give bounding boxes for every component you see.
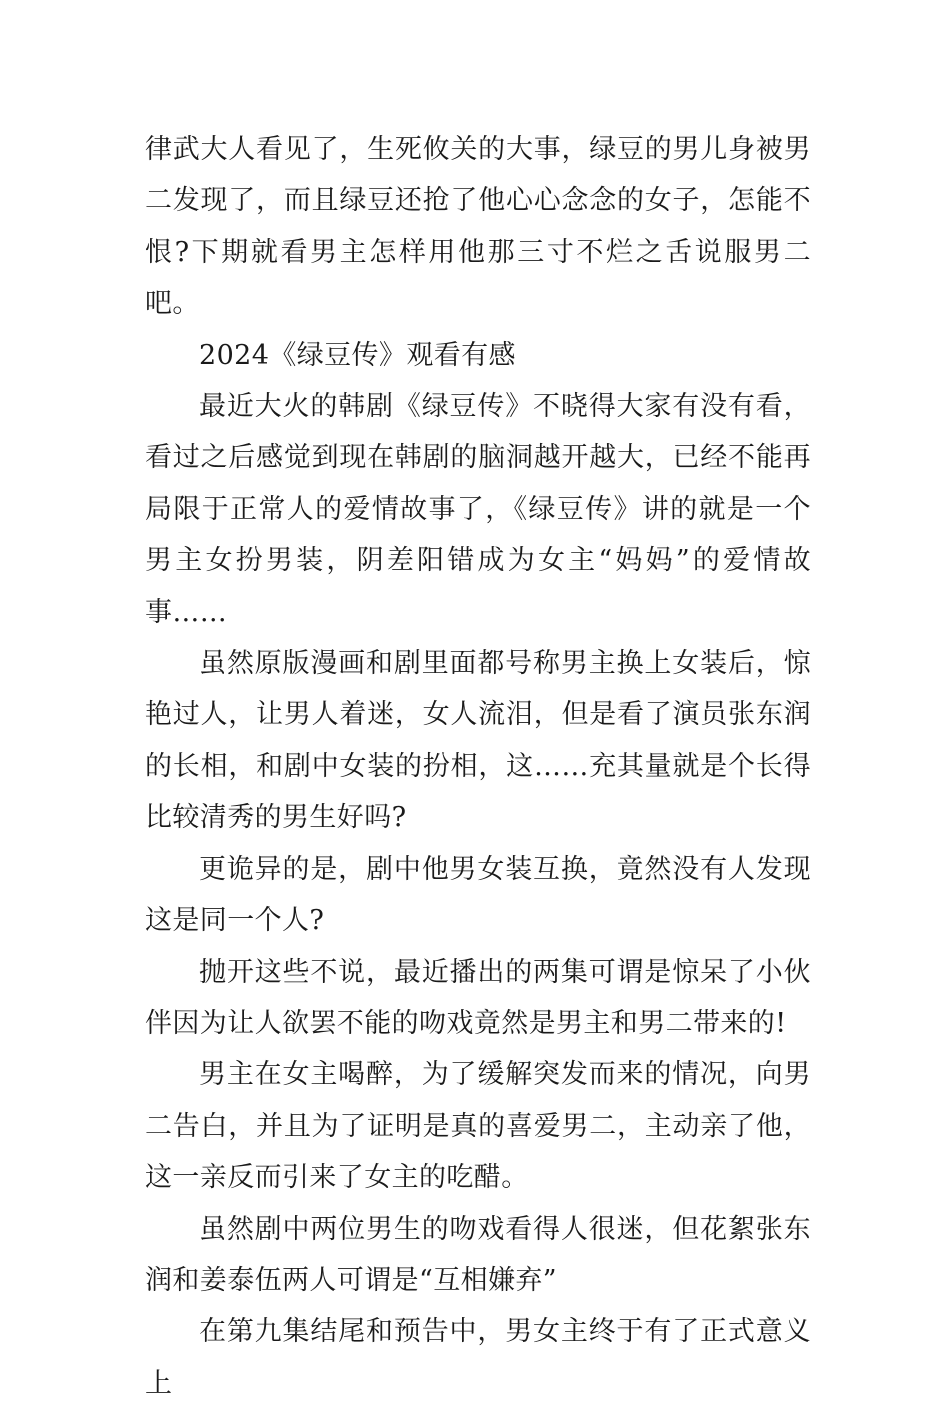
paragraph: 男主在女主喝醉，为了缓解突发而来的情况，向男二告白，并且为了证明是真的喜爱男二，主动亲了他，这一亲反而引来了女主的吃醋。: [145, 1059, 811, 1194]
paragraph: 更诡异的是，剧中他男女装互换，竟然没有人发现这是同一个人?: [145, 853, 811, 937]
document-body: [145, 124, 811, 1409]
article-title: 2024《绿豆传》观看有感: [199, 339, 516, 371]
paragraph: 虽然剧中两位男生的吻戏看得人很迷，但花絮张东润和姜泰伍两人可谓是“互相嫌弃”: [145, 1213, 811, 1296]
paragraph-continued: 律武大人看见了，生死攸关的大事，绿豆的男儿身被男二发现了，而且绿豆还抢了他心心念念的女子，怎能不恨?下期就看男主怎样用他那三寸不烂之舌说服男二吧。: [145, 134, 811, 320]
paragraph: 抛开这些不说，最近播出的两集可谓是惊呆了小伙伴因为让人欲罢不能的吻戏竟然是男主和男二带来的!: [145, 956, 811, 1039]
paragraph: 最近大火的韩剧《绿豆传》不晓得大家有没有看，看过之后感觉到现在韩剧的脑洞越开越大，已经不能再局限于正常人的爱情故事了，《绿豆传》讲的就是一个男主女扮男装，阴差阳错成为女主“妈妈”的爱情故事……: [145, 391, 811, 628]
paragraph: 虽然原版漫画和剧里面都号称男主换上女装后，惊艳过人，让男人着迷，女人流泪，但是看了演员张东润的长相，和剧中女装的扮相，这……充其量就是个长得比较清秀的男生好吗?: [145, 648, 811, 834]
paragraph: 在第九集结尾和预告中，男女主终于有了正式意义上: [145, 1316, 811, 1399]
